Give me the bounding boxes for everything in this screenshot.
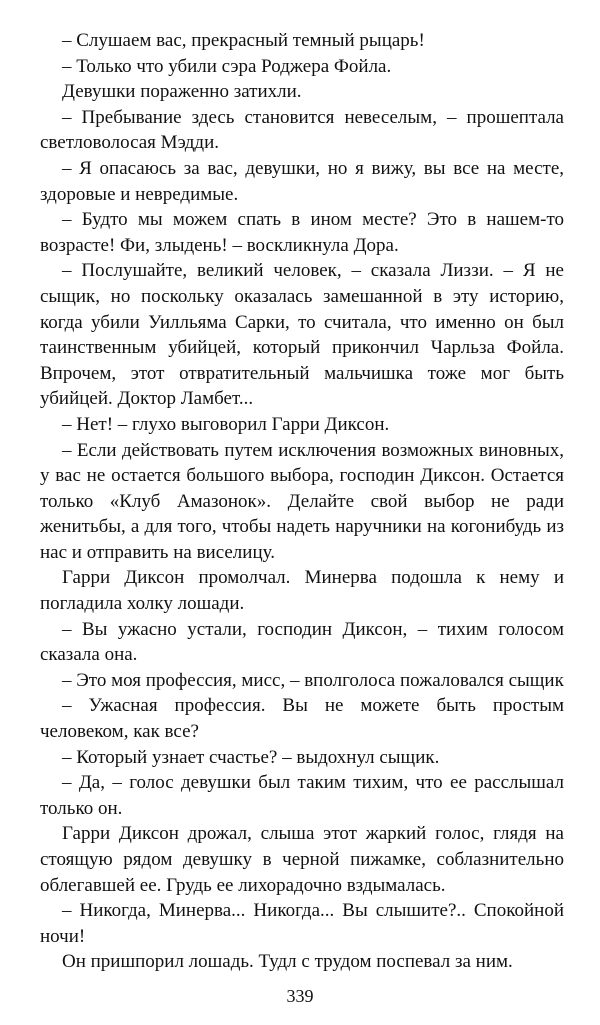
paragraph: Гарри Диксон дрожал, слыша этот жаркий голос, глядя на стоящую рядом девушку в черной пижамке, соблазнительно облегавшей ее. Грудь ее лихорадочно вздымалась. [40,823,564,896]
paragraph: – Который узнает счастье? – выдохнул сыщик. [62,746,440,768]
paragraph: – Это моя профессия, мисс, – вполголоса пожаловался сыщик [62,669,564,691]
paragraph: – Нет! – глухо выговорил Гарри Диксон. [62,413,390,435]
page-body [40,28,564,975]
paragraph: Гарри Диксон промолчал. Минерва подошла к нему и погладила холку лошади. [40,567,564,615]
page-number: 339 [286,986,314,1006]
paragraph: – Только что убили сэра Роджера Фойла. [62,55,392,77]
paragraph: – Никогда, Минерва... Никогда... Вы слышите?.. Спокойной ночи! [40,900,564,947]
paragraph: – Да, – голос девушки был таким тихим, что ее расслышал только он. [40,772,564,819]
paragraph: – Если действовать путем исключения возможных виновных, у вас не остается большого выбора, господин Диксон. Остается только «Клуб Амазонок». Делайте свой выбор не ради женитьбы, а для того, чтобы надеть наручники на когонибудь из нас и отправить на виселицу. [40,439,564,563]
paragraph: – Ужасная профессия. Вы не можете быть простым человеком, как все? [40,695,564,743]
paragraph: – Будто мы можем спать в ином месте? Это в нашем-то возрасте! Фи, злыдень! – воскликнула Дора. [40,209,564,256]
paragraph: Он пришпорил лошадь. Тудл с трудом поспевал за ним. [62,951,513,973]
paragraph: – Я опасаюсь за вас, девушки, но я вижу, вы все на месте, здоровые и невредимые. [40,157,564,205]
paragraph: – Пребывание здесь становится невеселым, – прошептала светловолосая Мэдди. [40,106,564,154]
paragraph: Девушки пораженно затихли. [62,81,302,103]
paragraph: – Слушаем вас, прекрасный темный рыцарь! [62,30,425,51]
paragraph: – Вы ужасно устали, господин Диксон, – тихим голосом сказала она. [40,618,564,666]
paragraph: – Послушайте, великий человек, – сказала Лиззи. – Я не сыщик, но поскольку оказалась замешанной в эту историю, когда убили Уилльяма Сарки, то считала, что именно он был таинственным убийцей, который прикончил Чарльза Фойла. Впрочем, этот отвратительный мальчишка тоже мог быть убийцей. Доктор Ламбет... [40,260,564,410]
